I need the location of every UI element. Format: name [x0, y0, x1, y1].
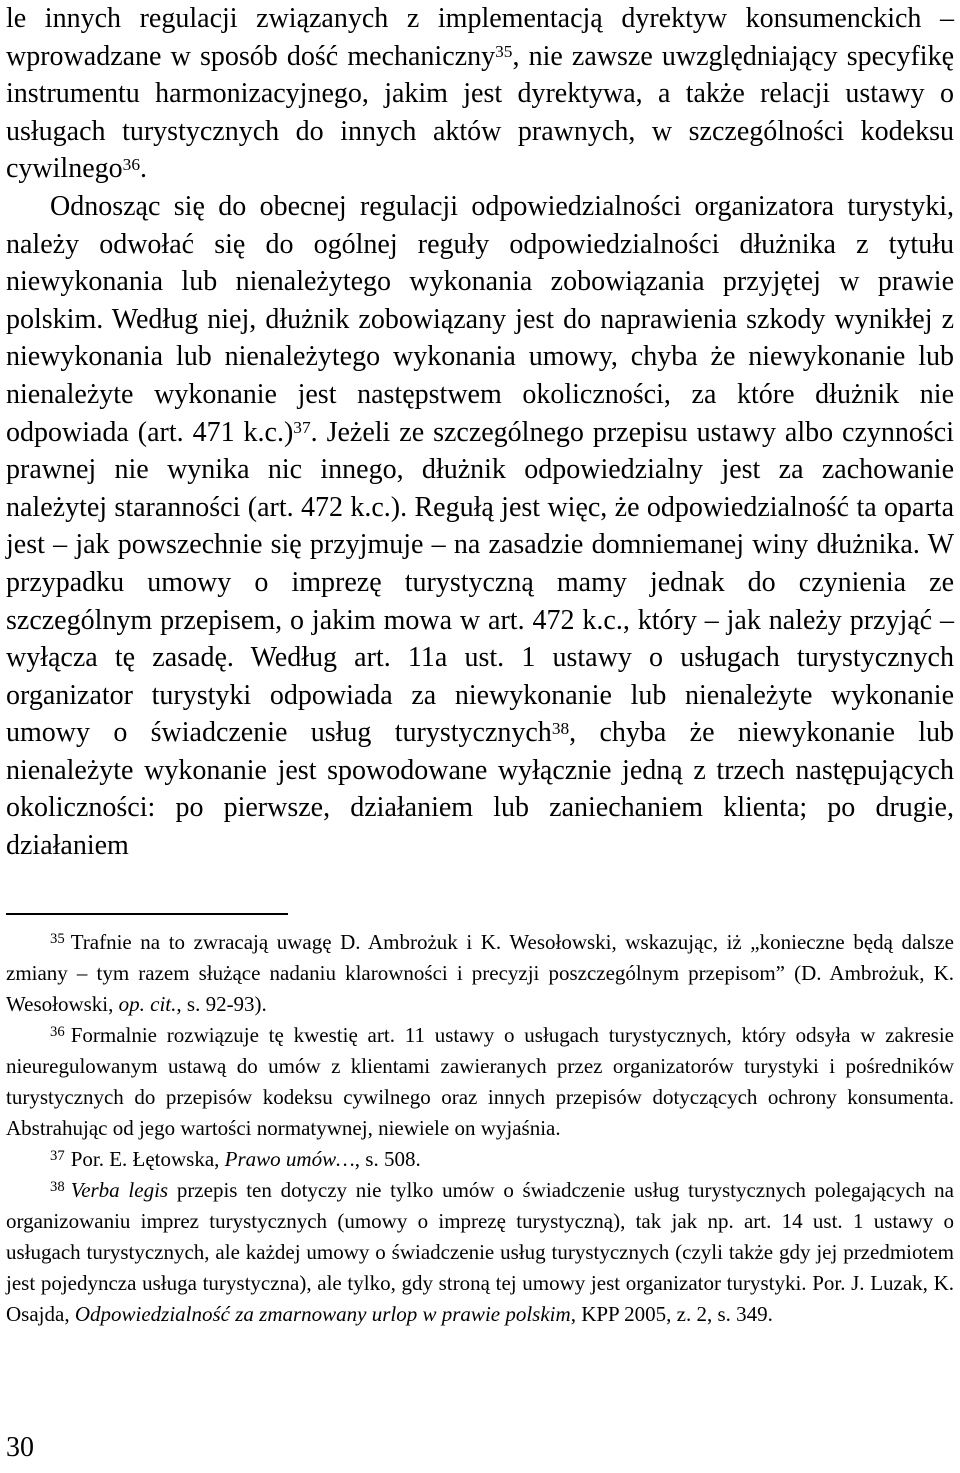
footnote-text: przepis ten dotyczy nie tylko umów o świadczenie usług turystycznych polegających na organizowaniu imprez turystycznych (umowy o imprezę turystyczną), tak jak np. art. 14 ust. 1 ustawy o usługach turystycznych, ale każdej umowy o świadczenie usług turystycznych (czyli także gdy jej przedmiotem jest pojedyncza usługa turystyczna), ale tylko, gdy stroną tej umowy jest organizator turystyki. Por. J. Luzak, K. Osajda, — [6, 1178, 954, 1326]
footnote-ref-36[interactable]: 36 — [122, 155, 140, 175]
footnote-ref-37[interactable]: 37 — [293, 418, 311, 438]
footnote-number: 37 — [50, 1147, 65, 1164]
footnote-ref-35[interactable]: 35 — [495, 42, 513, 62]
text-run: , nie zawsze uwzględniający specyfikę instrumentu harmonizacyjnego, jakim jest dyrektywa, a także relacji ustawy o usługach turystycznych do innych aktów prawnych, w szczególności kodeksu cywilnego — [6, 40, 955, 185]
footnote-italic: Prawo umów… — [224, 1147, 355, 1171]
text-run: le innych regulacji związanych z implementacją dyrektyw konsumenckich – wprowadzane w sposób dość mechaniczny — [6, 3, 954, 72]
footnote-37 — [6, 1144, 954, 1175]
footnote-text: , KPP 2005, z. 2, s. 349. — [570, 1302, 773, 1326]
footnotes — [6, 927, 954, 1330]
footnote-38 — [6, 1175, 954, 1330]
footnote-35 — [6, 927, 954, 1020]
text-run: . Jeżeli ze szczególnego przepisu ustawy albo czynności prawnej nie wynika nic innego, dłużnik odpowiedzialny jest za zachowanie należytej staranności (art. 472 k.c.). Regułą jest więc, że odpowiedzialność ta oparta jest – jak powszechnie się przyjmuje – na zasadzie domniemanej winy dłużnika. W przypadku umowy o imprezę turystyczną mamy jednak do czynienia ze szczególnym przepisem, o jakim mowa w art. 472 k.c., który – jak należy przyjąć – wyłącza tę zasadę. Według art. 11a ust. 1 ustawy o usługach turystycznych organizator turystyki odpowiada za niewykonanie lub nienależyte wykonanie umowy o świadczenie usług turystycznych — [6, 416, 954, 749]
footnote-number: 36 — [50, 1023, 65, 1040]
text-run: , chyba że niewykonanie lub nienależyte wykonanie jest spowodowane wyłącznie jedną z trzech następujących okoliczności: po pierwsze, działaniem lub zaniechaniem klienta; po drugie, działaniem — [6, 717, 954, 862]
footnote-italic: Verba legis — [70, 1178, 169, 1202]
footnote-divider — [6, 913, 288, 915]
footnote-text: Por. E. Łętowska, — [70, 1147, 225, 1171]
text-run: Odnosząc się do obecnej regulacji odpowiedzialności organizatora turystyki, należy odwołać się do ogólnej reguły odpowiedzialności dłużnika z tytułu niewykonania lub nienależytego wykonania zobowiązania przyjętej w prawie polskim. Według niej, dłużnik zobowiązany jest do naprawienia szkody wynikłej z niewykonania lub nienależytego wykonania umowy, chyba że niewykonanie lub nienależyte wykonanie jest następstwem okoliczności, za które dłużnik nie odpowiada (art. 471 k.c.) — [6, 190, 954, 448]
footnote-number: 38 — [50, 1178, 65, 1195]
paragraph-2 — [6, 188, 954, 865]
footnote-text: , s. 508. — [354, 1147, 421, 1171]
footnote-36 — [6, 1020, 954, 1144]
footnote-italic: op. cit. — [118, 992, 177, 1016]
main-text — [6, 0, 954, 865]
text-run: . — [140, 153, 147, 185]
page-number: 30 — [6, 1432, 34, 1463]
footnote-text: Formalnie rozwiązuje tę kwestię art. 11 ustawy o usługach turystycznych, który odsyła w zakresie nieuregulowanym ustawą do umów z klientami zawieranych przez organizatorów turystyki i pośredników turystycznych do przepisów kodeksu cywilnego oraz innych przepisów dotyczących ochrony konsumenta. Abstrahując od jego wartości normatywnej, niewiele on wyjaśnia. — [6, 1023, 954, 1140]
footnote-number: 35 — [50, 930, 65, 947]
footnote-italic: Odpowiedzialność za zmarnowany urlop w prawie polskim — [74, 1302, 571, 1326]
footnote-ref-38[interactable]: 38 — [551, 719, 570, 738]
footnote-text: , s. 92-93). — [176, 992, 267, 1016]
footnote-text: Trafnie na to zwracają uwagę D. Ambrożuk i K. Wesołowski, wskazując, iż „konieczne będą dalsze zmiany – tym razem służące nadaniu klarowności i precyzji poszczególnym przepisom” (D. Ambrożuk, K. Wesołowski, — [6, 930, 954, 1016]
paragraph-1 — [6, 0, 954, 188]
